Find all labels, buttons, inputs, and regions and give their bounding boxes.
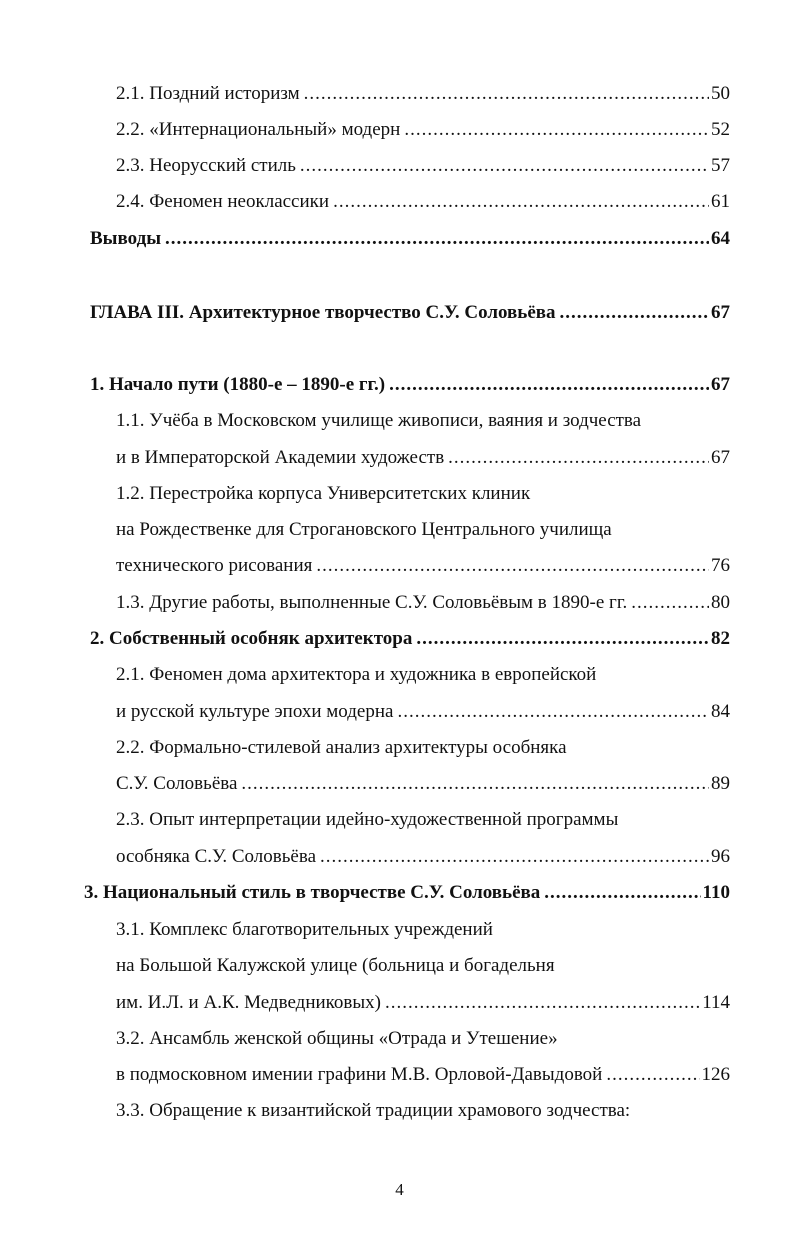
- dot-leader: [385, 991, 700, 1015]
- toc-entry-line: [116, 409, 730, 435]
- toc-entry-line: [116, 918, 730, 944]
- toc-entry-page: 96: [711, 846, 730, 867]
- dot-leader: [241, 772, 709, 796]
- toc-entry-text: 2.1. Феномен дома архитектора и художника в европейской: [116, 664, 597, 685]
- toc-entry-text: 1.2. Перестройка корпуса Университетских клиник: [116, 483, 531, 504]
- toc-entry-page: 67: [711, 302, 730, 323]
- toc-entry-line: [116, 1099, 730, 1125]
- toc-entry-text: 2. Собственный особняк архитектора: [90, 628, 413, 649]
- toc-entry-line: [116, 736, 730, 762]
- toc-entry-text: 2.3. Неорусский стиль: [116, 155, 296, 176]
- dot-leader: [448, 446, 709, 470]
- dot-leader: [333, 190, 709, 214]
- toc-entry-page: 67: [711, 447, 730, 468]
- toc-entry-text: технического рисования: [116, 555, 313, 576]
- toc-entry-text: 3.3. Обращение к византийской традиции храмового зодчества:: [116, 1100, 631, 1121]
- dot-leader: [416, 627, 709, 651]
- dot-leader: [300, 154, 709, 178]
- toc-section-heading: [84, 881, 730, 907]
- toc-entry: [116, 772, 730, 798]
- toc-entry-page: 84: [711, 701, 730, 722]
- toc-entry-text: на Рождественке для Строгановского Центрального училища: [116, 519, 612, 540]
- toc-entry-page: 80: [711, 592, 730, 613]
- toc-entry-text: 2.1. Поздний историзм: [116, 83, 300, 104]
- dot-leader: [397, 700, 709, 724]
- dot-leader: [316, 554, 709, 578]
- dot-leader: [544, 881, 700, 905]
- toc-chapter-heading: [90, 301, 730, 327]
- dot-leader: [404, 118, 709, 142]
- toc-entry-line: [116, 1027, 730, 1053]
- toc-entry-line: [116, 518, 730, 544]
- toc-entry: [116, 1063, 730, 1089]
- toc-entry: [116, 700, 730, 726]
- toc-entry-text: на Большой Калужской улице (больница и богадельня: [116, 955, 555, 976]
- toc-entry-text: 3.1. Комплекс благотворительных учреждений: [116, 919, 493, 940]
- toc-entry-text: 1.1. Учёба в Московском училище живописи, ваяния и зодчества: [116, 410, 642, 431]
- toc-entry-page: 76: [711, 555, 730, 576]
- dot-leader: [389, 373, 709, 397]
- toc-entry-line: [116, 954, 730, 980]
- toc-entry-page: 126: [701, 1064, 730, 1085]
- toc-entry-text: Выводы: [90, 228, 162, 249]
- toc-entry-text: 2.2. «Интернациональный» модерн: [116, 119, 401, 140]
- dot-leader: [304, 82, 709, 106]
- toc-entry-page: 110: [702, 882, 730, 903]
- toc-entry-text: особняка С.У. Соловьёва: [116, 846, 317, 867]
- toc-entry-page: 64: [711, 228, 730, 249]
- toc-entry: [116, 82, 730, 108]
- toc-entry: [116, 845, 730, 871]
- toc-entry-text: 3.2. Ансамбль женской общины «Отрада и Утешение»: [116, 1028, 558, 1049]
- toc-entry-text: ГЛАВА III. Архитектурное творчество С.У. Соловьёва: [90, 302, 556, 323]
- toc-entry-conclusions: [90, 227, 730, 253]
- toc-entry: [116, 190, 730, 216]
- toc-entry: [116, 446, 730, 472]
- toc-entry: [116, 591, 730, 617]
- toc-entry-text: 3. Национальный стиль в творчестве С.У. Соловьёва: [84, 882, 541, 903]
- dot-leader: [165, 227, 709, 251]
- toc-entry: [116, 991, 730, 1017]
- toc-entry-text: 2.4. Феномен неоклассики: [116, 191, 330, 212]
- dot-leader: [631, 591, 709, 615]
- toc-entry: [116, 154, 730, 180]
- dot-leader: [606, 1063, 699, 1087]
- toc-entry-text: С.У. Соловьёва: [116, 773, 238, 794]
- dot-leader: [320, 845, 709, 869]
- toc-entry-text: и русской культуре эпохи модерна: [116, 701, 394, 722]
- toc-section-heading: [90, 373, 730, 399]
- page-number: 4: [395, 1180, 404, 1199]
- toc-entry-line: [116, 482, 730, 508]
- toc-entry-text: 1.3. Другие работы, выполненные С.У. Соловьёвым в 1890-е гг.: [116, 592, 628, 613]
- toc-entry-page: 114: [702, 992, 730, 1013]
- toc-entry-line: [116, 663, 730, 689]
- toc-entry-page: 89: [711, 773, 730, 794]
- toc-entry-page: 61: [711, 191, 730, 212]
- toc-entry-page: 50: [711, 83, 730, 104]
- toc-entry-page: 57: [711, 155, 730, 176]
- toc-entry-text: им. И.Л. и А.К. Медведниковых): [116, 992, 381, 1013]
- toc-entry-page: 52: [711, 119, 730, 140]
- toc-entry-page: 67: [711, 374, 730, 395]
- toc-entry: [116, 118, 730, 144]
- toc-entry-text: и в Императорской Академии художеств: [116, 447, 445, 468]
- toc-entry-page: 82: [711, 628, 730, 649]
- toc-entry-text: в подмосковном имении графини М.В. Орловой-Давыдовой: [116, 1064, 603, 1085]
- toc-entry-text: 1. Начало пути (1880-е – 1890-е гг.): [90, 374, 386, 395]
- toc-entry-text: 2.2. Формально-стилевой анализ архитектуры особняка: [116, 737, 567, 758]
- dot-leader: [560, 301, 709, 325]
- toc-entry-line: [116, 808, 730, 834]
- toc-section-heading: [90, 627, 730, 653]
- toc-entry: [116, 554, 730, 580]
- toc-entry-text: 2.3. Опыт интерпретации идейно-художественной программы: [116, 809, 619, 830]
